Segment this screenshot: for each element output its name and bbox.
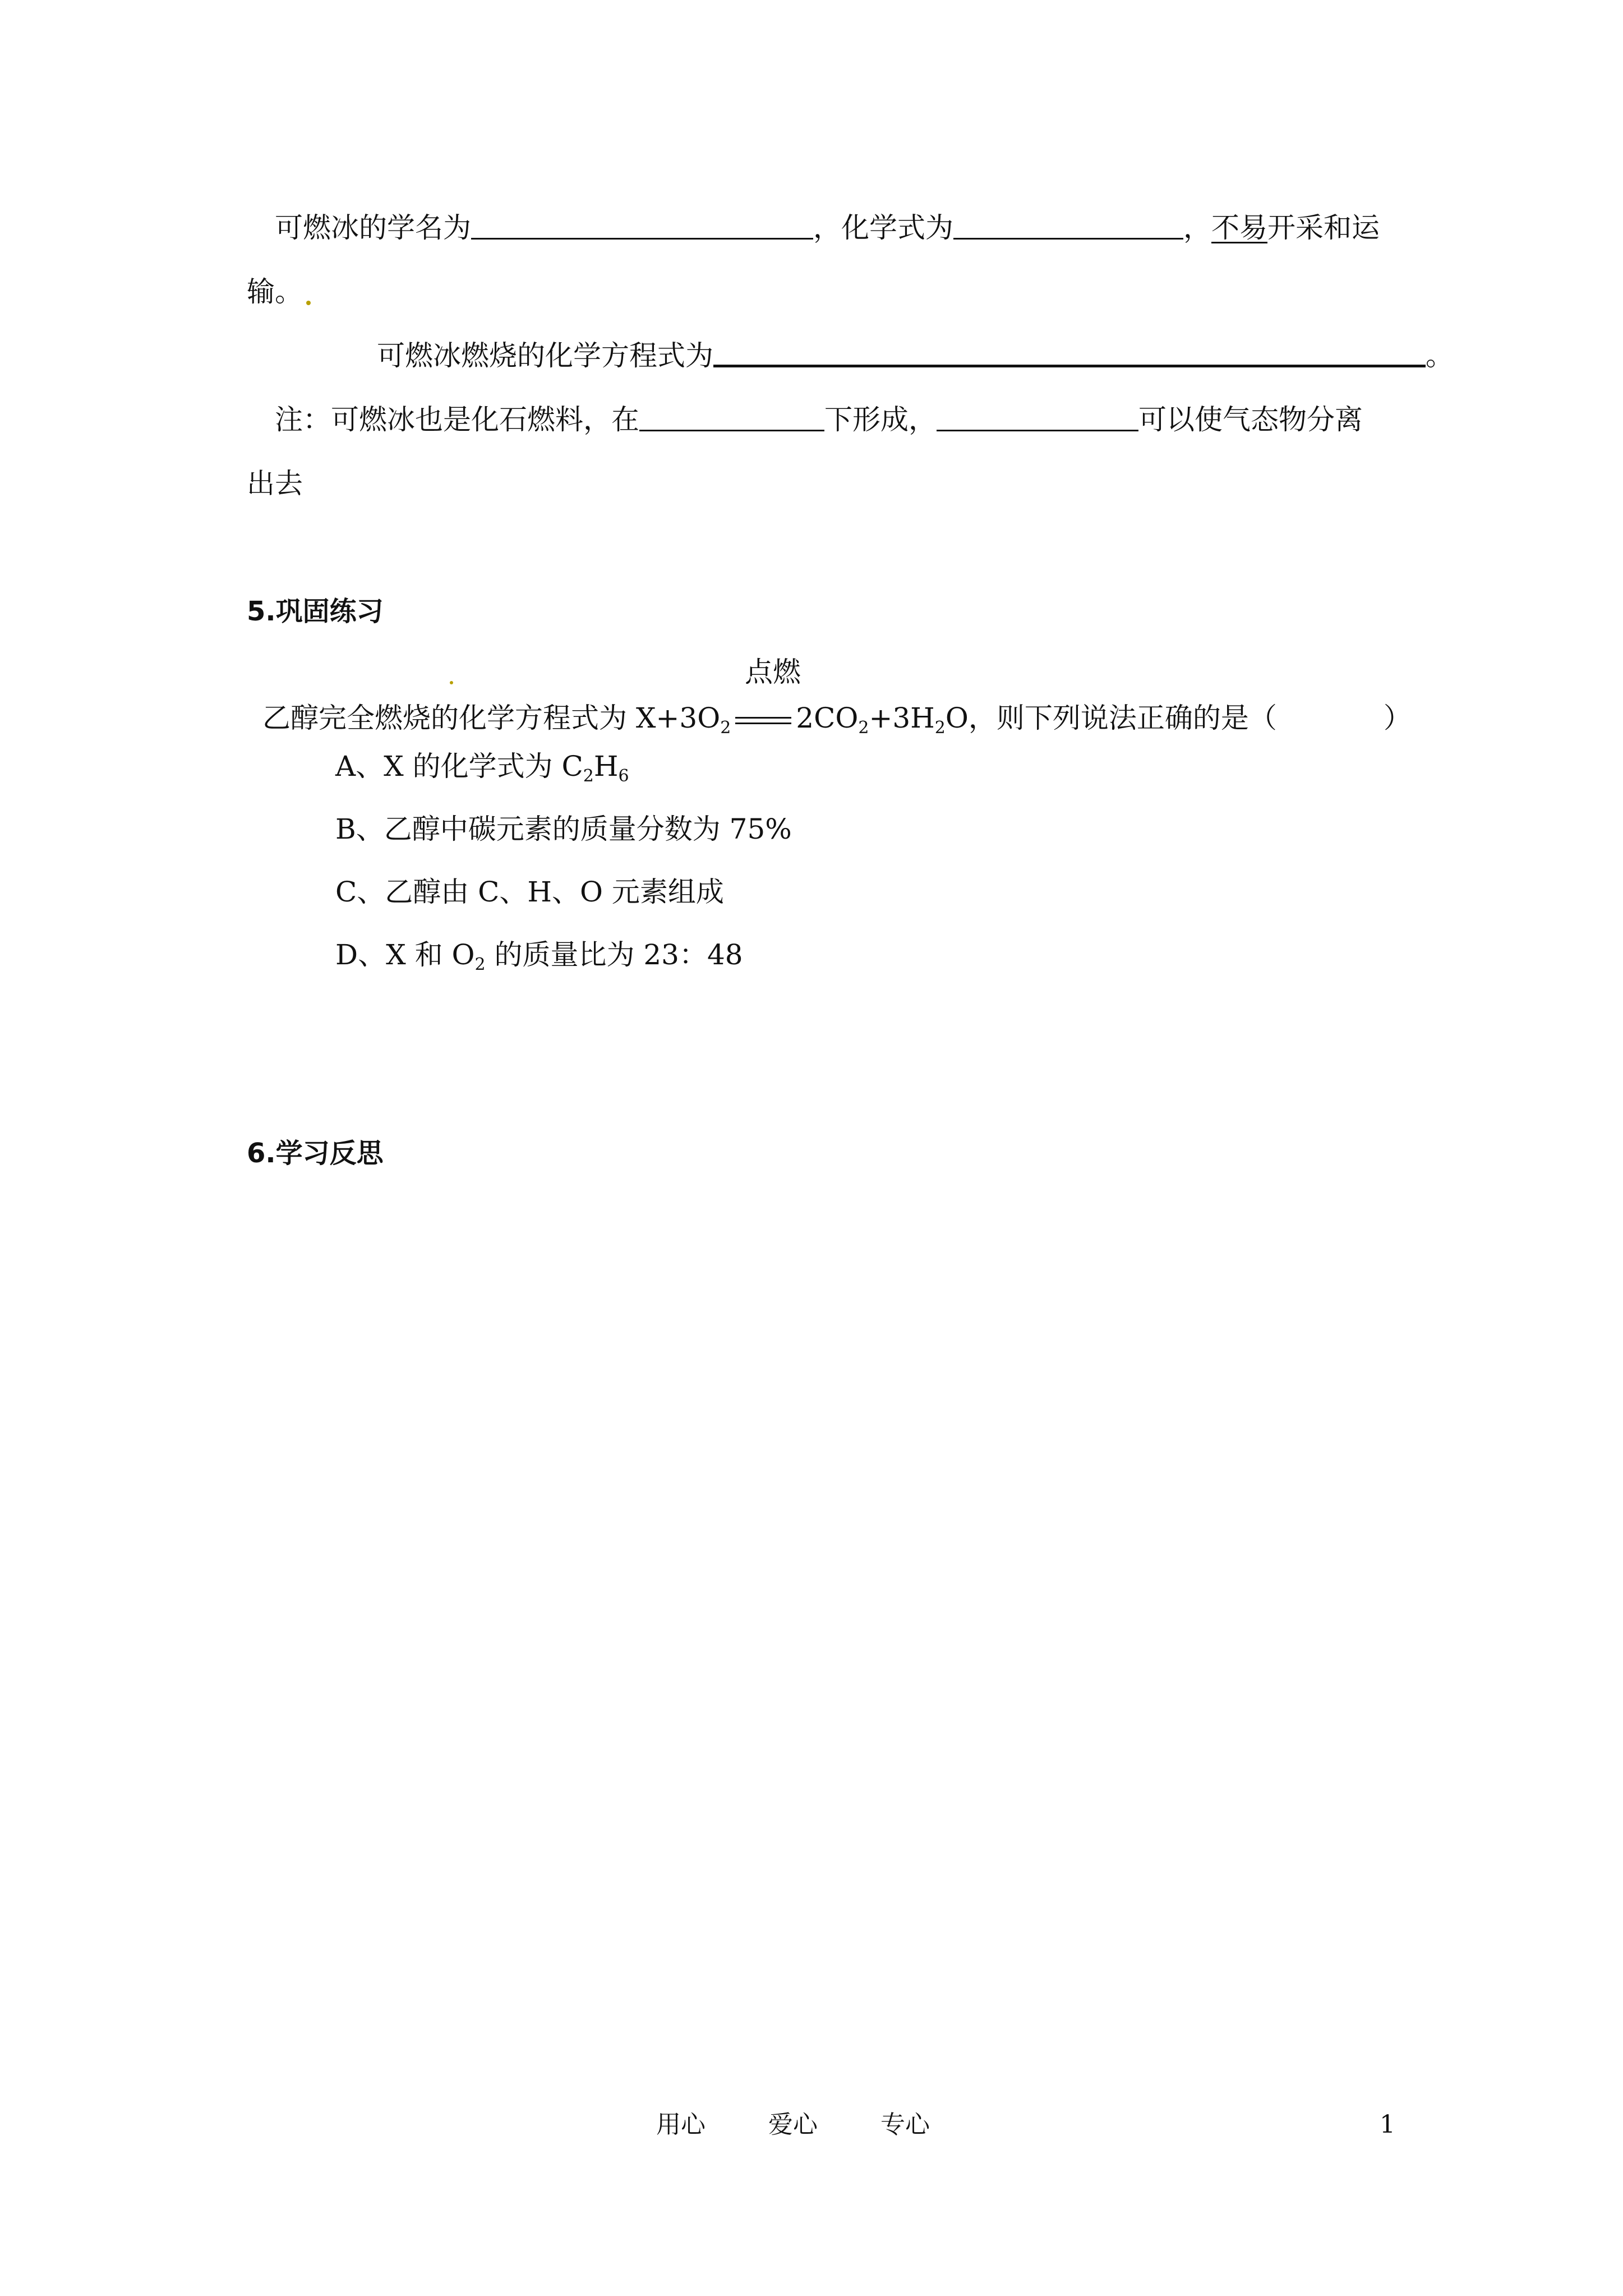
stray-dot-1 [306, 301, 311, 305]
ice-combustion-line [377, 338, 1454, 372]
question-line: 乙醇完全燃烧的化学方程式为 $X+3O_2$ $2CO_2+3H_2O$，则下列说法正确的是（ ） [262, 702, 1412, 738]
note-line [275, 403, 1363, 436]
footer-motto-3: 专心 [880, 2110, 930, 2139]
reaction-condition: 点燃 [745, 656, 801, 688]
footer-motto-1: 用心 [656, 2110, 706, 2139]
ice-name-tail: 开采和运 [1267, 211, 1380, 244]
equals-sign-icon [735, 701, 791, 735]
condition-blank[interactable] [639, 403, 824, 431]
note-continuation: 出去 [247, 467, 303, 500]
answer-blank[interactable] [1277, 703, 1384, 730]
section-6-heading: 6.学习反思 [247, 1138, 384, 1169]
ice-name-blank[interactable] [471, 211, 813, 240]
section-5-heading: 5.巩固练习 [247, 596, 384, 627]
option-c[interactable]: C、乙醇由 C、H、O 元素组成 [335, 876, 724, 908]
ice-combustion-end: 。 [1426, 339, 1454, 372]
ice-name-line: 可燃冰的学名为 ，化学式为 ，不易开采和运 [275, 211, 1380, 244]
ice-formula-blank[interactable] [953, 211, 1183, 240]
note-lead: 注：可燃冰也是化石燃料，在 [275, 403, 639, 436]
ice-equation-blank[interactable] [713, 338, 1426, 367]
ice-name-lead: 可燃冰的学名为 [275, 211, 471, 244]
note-mid: 下形成， [824, 403, 937, 436]
ice-combustion-lead: 可燃冰燃烧的化学方程式为 [377, 339, 713, 372]
option-d[interactable]: D、X 和 $O_2$ 的质量比为 23：48 [335, 938, 743, 974]
note-tail: 可以使气态物分离 [1138, 403, 1363, 436]
not-easy-underlined: 不易 [1211, 211, 1267, 244]
question-lead: 乙醇完全燃烧的化学方程式为 X+3O [262, 702, 721, 734]
footer-motto-2: 爱心 [768, 2110, 818, 2139]
ice-formula-lead: ，化学式为 [813, 211, 953, 244]
page-number: 1 [1380, 2110, 1395, 2139]
ice-name-continuation: 输。 [247, 275, 303, 308]
stray-dot-2 [450, 681, 453, 684]
option-b[interactable]: B、乙醇中碳元素的质量分数为 75% [335, 813, 792, 845]
separation-blank[interactable] [937, 403, 1138, 431]
option-a[interactable]: A、X 的化学式为 $C_2H_6$ [335, 750, 629, 786]
